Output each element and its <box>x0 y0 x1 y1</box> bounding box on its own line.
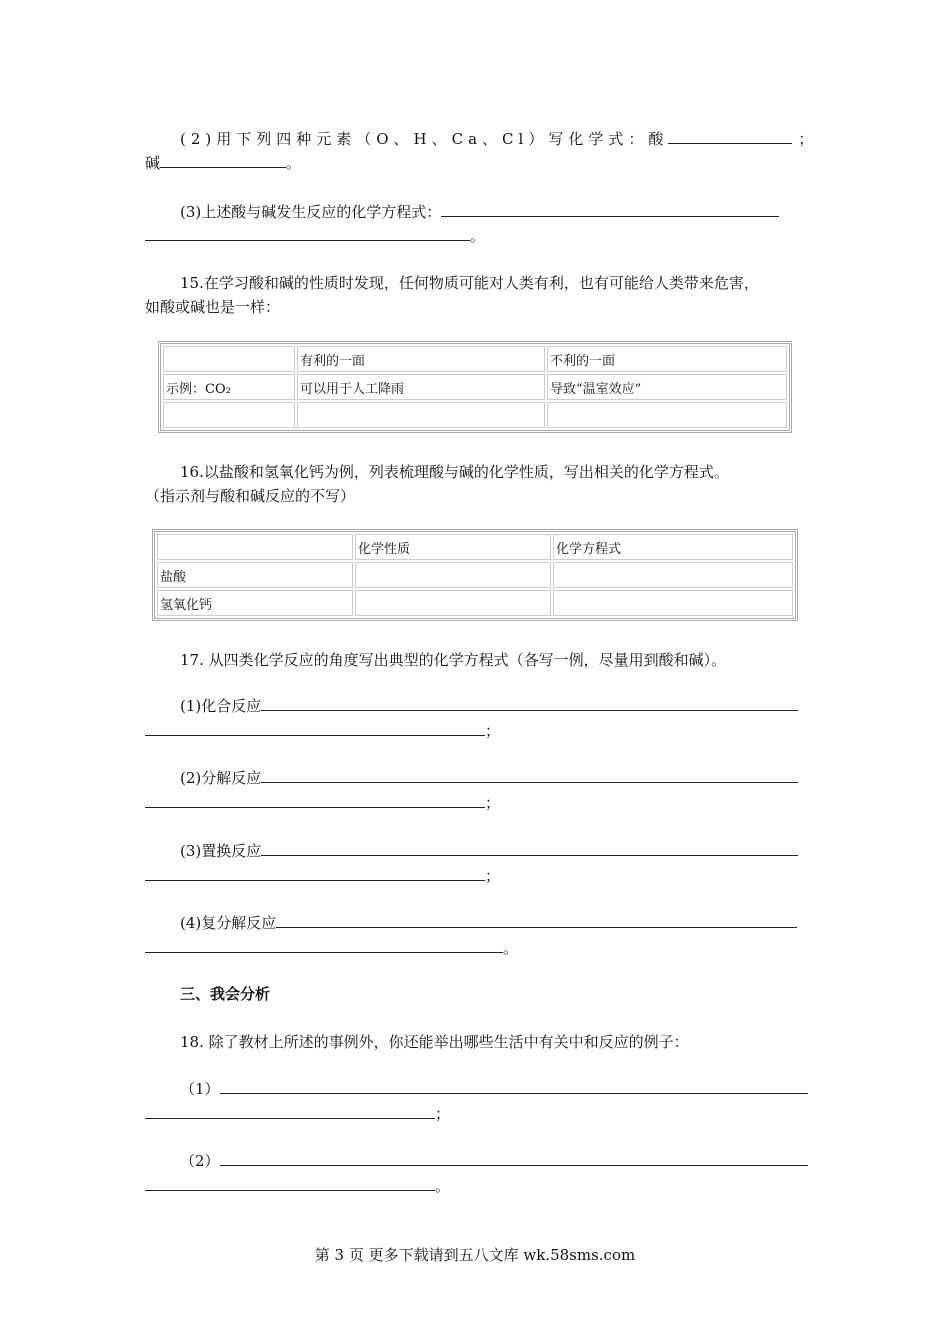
table-input-cell[interactable] <box>553 562 793 588</box>
table-input-cell[interactable] <box>553 590 793 616</box>
q18-item-1-line2 <box>145 1103 450 1124</box>
q18-item-end: 。 <box>435 1177 451 1195</box>
q17-item-4-line1 <box>180 912 797 933</box>
q17-item-end: ； <box>485 794 501 812</box>
neutralization-example-1-blank-1[interactable] <box>220 1078 808 1094</box>
acid-formula-blank[interactable] <box>668 128 792 144</box>
q16-text-line1: 16.以盐酸和氢氧化钙为例，列表梳理酸与碱的化学性质，写出相关的化学方程式。 <box>180 463 729 481</box>
table-row-label: 氢氧化钙 <box>157 590 353 616</box>
neutralization-example-1-blank-2[interactable] <box>145 1103 435 1119</box>
q14-part2-end: 。 <box>286 154 302 172</box>
table-cell <box>163 346 295 372</box>
q14-part3-line2 <box>145 225 485 246</box>
table-row <box>163 402 787 428</box>
table-header-cell: 化学性质 <box>355 534 551 560</box>
double-displacement-reaction-blank-1[interactable] <box>276 912 797 928</box>
q14-part2-prefix: (2)用下列四种元素（O、H、Ca、Cl）写化学式：酸 <box>180 130 669 148</box>
q17-item-4-line2 <box>145 937 518 958</box>
table-header-cell: 有利的一面 <box>297 346 545 372</box>
table-input-cell[interactable] <box>163 402 295 428</box>
table-row <box>157 534 793 560</box>
double-displacement-reaction-blank-2[interactable] <box>145 937 503 953</box>
q17-item-label: (1)化合反应 <box>180 697 262 715</box>
q14-part3-line1 <box>180 201 779 222</box>
q17-item-label: (2)分解反应 <box>180 769 262 787</box>
page-footer: 第 3 页 更多下载请到五八文库 wk.58sms.com <box>314 1246 636 1264</box>
combination-reaction-blank-1[interactable] <box>261 695 798 711</box>
neutralization-example-2-blank-2[interactable] <box>145 1175 435 1191</box>
table-input-cell[interactable] <box>297 402 545 428</box>
decomposition-reaction-blank-2[interactable] <box>145 792 485 808</box>
table-row <box>157 562 793 588</box>
decomposition-reaction-blank-1[interactable] <box>261 767 798 783</box>
q15-text-line2: 如酸或碱也是一样： <box>145 298 281 316</box>
neutralization-equation-blank-1[interactable] <box>441 201 779 217</box>
q17-item-3-line1 <box>180 840 798 861</box>
neutralization-example-2-blank-1[interactable] <box>220 1150 808 1166</box>
q18-text: 18. 除了教材上所述的事例外，你还能举出哪些生活中有关中和反应的例子： <box>180 1033 689 1051</box>
displacement-reaction-blank-2[interactable] <box>145 865 485 881</box>
q18-item-label: （1） <box>180 1080 220 1098</box>
table-row-label: 盐酸 <box>157 562 353 588</box>
q17-item-1-line2 <box>145 720 500 741</box>
table-cell: 示例：CO₂ <box>163 374 295 400</box>
q17-item-end: ； <box>485 867 501 885</box>
q15-table <box>158 341 792 433</box>
q14-part3-prefix: (3)上述酸与碱发生反应的化学方程式： <box>180 203 442 221</box>
q18-item-2-line1 <box>180 1150 808 1171</box>
q18-item-label: （2） <box>180 1152 220 1170</box>
table-header-cell: 不利的一面 <box>547 346 787 372</box>
q14-part3-end: 。 <box>470 227 486 245</box>
q17-item-label: (3)置换反应 <box>180 842 262 860</box>
table-row <box>163 346 787 372</box>
q14-base-label: 碱 <box>145 154 161 172</box>
q17-item-label: (4)复分解反应 <box>180 914 277 932</box>
table-input-cell[interactable] <box>355 562 551 588</box>
table-input-cell[interactable] <box>355 590 551 616</box>
displacement-reaction-blank-1[interactable] <box>261 840 798 856</box>
q17-item-2-line1 <box>180 767 798 788</box>
q17-item-2-line2 <box>145 792 500 813</box>
table-cell: 导致“温室效应” <box>547 374 787 400</box>
q17-item-1-line1 <box>180 695 798 716</box>
table-input-cell[interactable] <box>547 402 787 428</box>
q17-item-3-line2 <box>145 865 500 886</box>
table-row <box>157 590 793 616</box>
table-cell <box>157 534 353 560</box>
table-header-cell: 化学方程式 <box>553 534 793 560</box>
table-cell: 可以用于人工降雨 <box>297 374 545 400</box>
combination-reaction-blank-2[interactable] <box>145 720 485 736</box>
q14-part2-line1 <box>180 128 818 149</box>
q17-item-end: ； <box>485 722 501 740</box>
base-formula-blank[interactable] <box>160 152 286 168</box>
q18-item-2-line2 <box>145 1175 450 1196</box>
q18-item-1-line1 <box>180 1078 808 1099</box>
q17-text: 17. 从四类化学反应的角度写出典型的化学方程式（各写一例，尽量用到酸和碱）。 <box>180 651 727 669</box>
neutralization-equation-blank-2[interactable] <box>145 225 470 241</box>
section-title: 三、我会分析 <box>180 985 271 1003</box>
q16-table <box>152 529 798 621</box>
q17-item-end: 。 <box>503 939 519 957</box>
table-row <box>163 374 787 400</box>
q18-item-end: ； <box>435 1105 451 1123</box>
q14-part2-line2 <box>145 152 301 173</box>
q14-part2-separator: ； <box>798 130 819 148</box>
q15-text-line1: 15.在学习酸和碱的性质时发现，任何物质可能对人类有利，也有可能给人类带来危害， <box>180 274 759 292</box>
q16-text-line2: （指示剂与酸和碱反应的不写） <box>145 487 356 505</box>
